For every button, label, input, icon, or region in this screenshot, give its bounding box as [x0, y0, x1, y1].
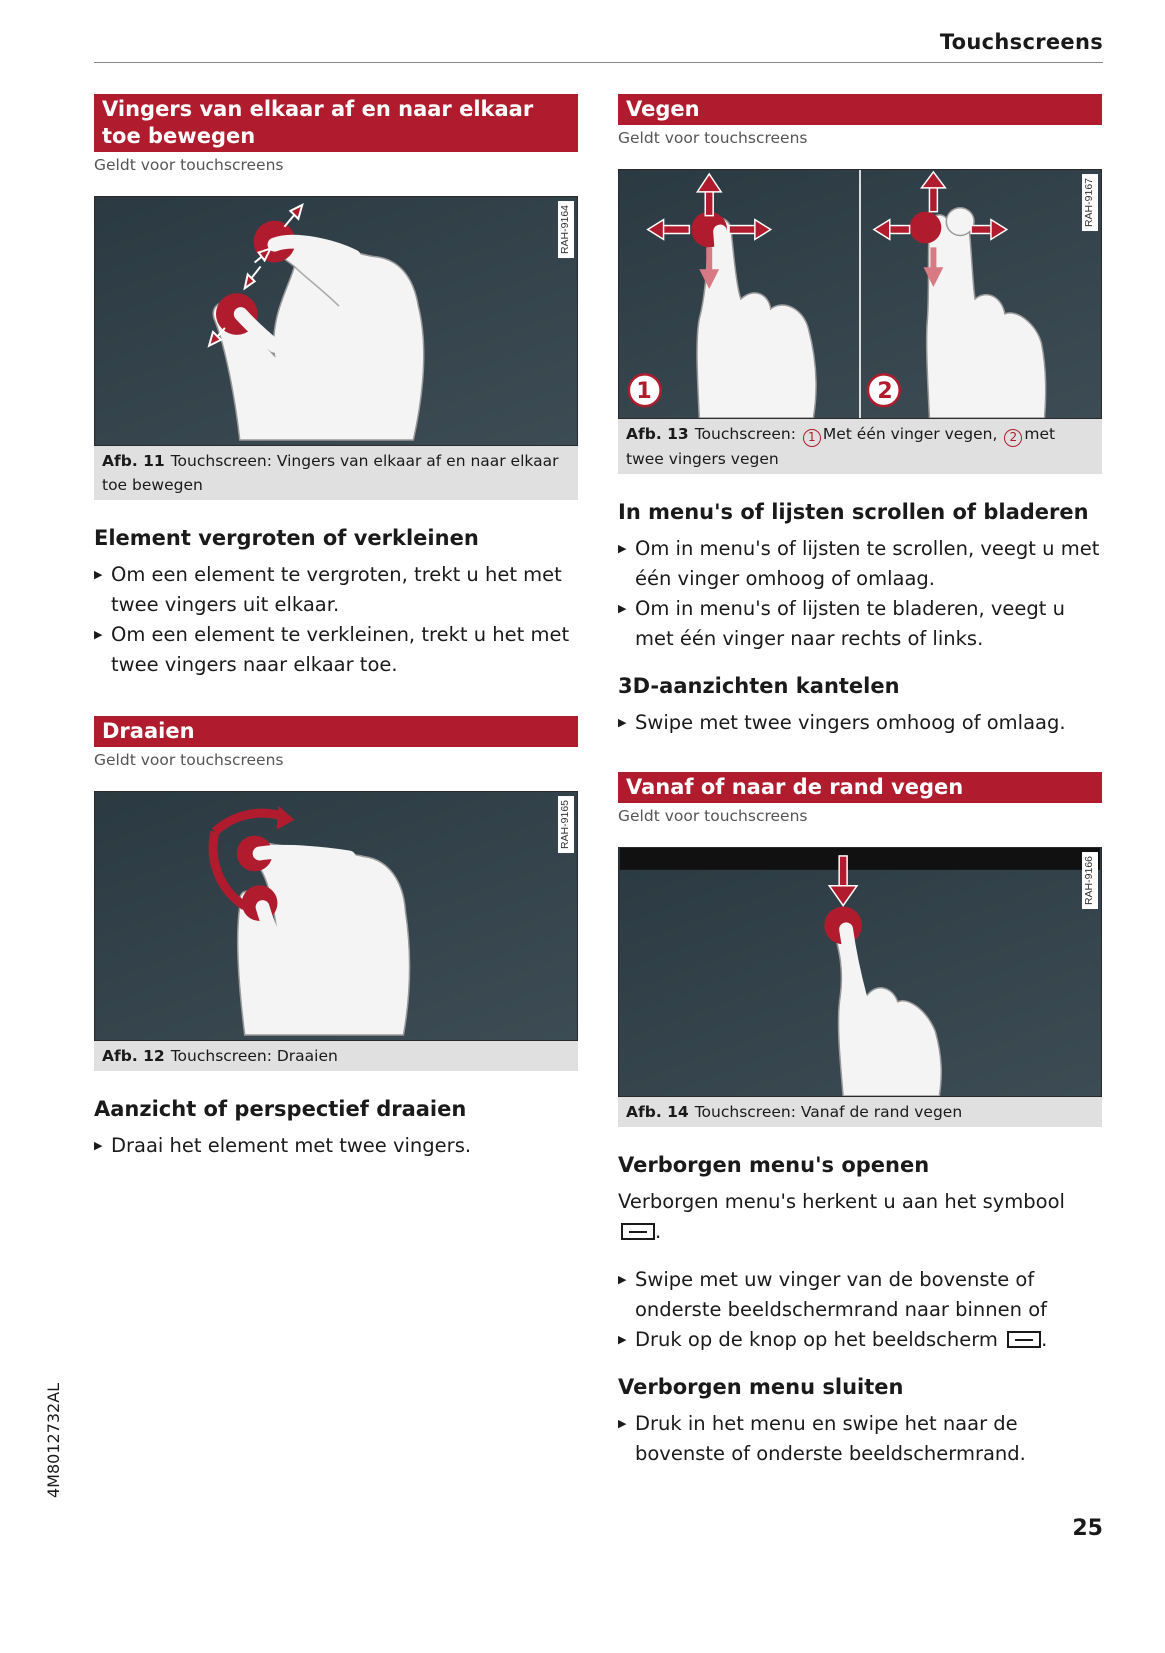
- caption-text: Met één vinger vegen,: [822, 425, 998, 443]
- figure-caption: [94, 446, 578, 500]
- pinch-gesture-illustration: [95, 197, 577, 445]
- figure-caption: [94, 1041, 578, 1071]
- figure-code: RAH-9167: [1082, 174, 1098, 231]
- list-item: ▶ Om in menu's of lijsten te scrollen, veegt u met één vinger omhoog of omlaag.: [618, 534, 1102, 594]
- running-head-title: Touchscreens: [939, 30, 1103, 54]
- marker-1: 1: [636, 379, 652, 404]
- bullet-list: [94, 560, 578, 680]
- caption-text: met twee vingers vegen: [626, 425, 1056, 468]
- caption-label: Afb. 12: [102, 1047, 165, 1065]
- subheading-zoom: Element vergroten of verkleinen: [94, 526, 479, 550]
- section-title-pinch: Vingers van elkaar af en naar elkaar toe bewegen: [94, 94, 578, 152]
- list-item: ▶ Om in menu's of lijsten te bladeren, veegt u met één vinger naar rechts of links.: [618, 594, 1102, 654]
- list-item: ▶ Druk in het menu en swipe het naar de bovenste of onderste beeldschermrand.: [618, 1409, 1102, 1469]
- right-column: [618, 94, 1102, 1469]
- bullet-list: [618, 534, 1102, 654]
- swipe-gesture-illustration: [619, 170, 1101, 418]
- bullet-list: [94, 1131, 578, 1161]
- applies-note: Geldt voor touchscreens: [94, 156, 284, 174]
- caption-label: Afb. 13: [626, 425, 689, 443]
- list-item: ▶ Om een element te verkleinen, trekt u het met twee vingers naar elkaar toe.: [94, 620, 578, 680]
- figure-caption: [618, 419, 1102, 474]
- figure-code: RAH-9166: [1082, 852, 1098, 909]
- list-item: ▶ Om een element te vergroten, trekt u het met twee vingers uit elkaar.: [94, 560, 578, 620]
- section-title-rotate: Draaien: [94, 716, 578, 747]
- page-number: 25: [1072, 1516, 1103, 1541]
- applies-note: Geldt voor touchscreens: [618, 129, 808, 147]
- list-item: ▶ Druk op de knop op het beeldscherm .: [618, 1325, 1102, 1355]
- list-item: ▶ Draai het element met twee vingers.: [94, 1131, 578, 1161]
- figure-code: RAH-9164: [558, 201, 574, 258]
- applies-note: Geldt voor touchscreens: [618, 807, 808, 825]
- figure-pinch: [94, 196, 578, 446]
- subheading-close-menu: Verborgen menu sluiten: [618, 1375, 904, 1399]
- bullet-list: [618, 1409, 1102, 1469]
- menu-symbol-icon: [1007, 1331, 1041, 1348]
- paragraph: Verborgen menu's herkent u aan het symbool .: [618, 1190, 1065, 1243]
- rotate-gesture-illustration: [95, 792, 577, 1040]
- document-code: 4M8012732AL: [44, 1382, 63, 1498]
- caption-text: Touchscreen:: [694, 425, 796, 443]
- list-item: ▶ Swipe met uw vinger van de bovenste of onderste beeldschermrand naar binnen of: [618, 1265, 1102, 1325]
- subheading-rotate: Aanzicht of perspectief draaien: [94, 1097, 467, 1121]
- applies-note: Geldt voor touchscreens: [94, 751, 284, 769]
- marker-1-inline: 1: [803, 429, 821, 447]
- marker-2-inline: 2: [1004, 429, 1022, 447]
- figure-swipe: [618, 169, 1102, 419]
- caption-label: Afb. 11: [102, 452, 165, 470]
- caption-text: Touchscreen: Vingers van elkaar af en naar elkaar toe bewegen: [102, 452, 559, 494]
- list-item: ▶ Swipe met twee vingers omhoog of omlaag.: [618, 708, 1102, 738]
- edge-swipe-illustration: [619, 848, 1101, 1096]
- paragraph-text: Verborgen menu's herkent u aan het symbool: [618, 1190, 1065, 1213]
- caption-label: Afb. 14: [626, 1103, 689, 1121]
- list-item-text: Druk op de knop op het beeldscherm: [635, 1328, 998, 1351]
- section-title-swipe: Vegen: [618, 94, 1102, 125]
- section-title-edge: Vanaf of naar de rand vegen: [618, 772, 1102, 803]
- caption-text: Touchscreen: Draaien: [170, 1047, 338, 1065]
- figure-code: RAH-9165: [558, 796, 574, 853]
- menu-symbol-icon: [621, 1223, 655, 1240]
- figure-edge: [618, 847, 1102, 1097]
- left-column: [94, 94, 578, 1161]
- bullet-list: [618, 708, 1102, 738]
- figure-rotate: [94, 791, 578, 1041]
- marker-2: 2: [877, 379, 893, 404]
- subheading-open-menu: Verborgen menu's openen: [618, 1153, 930, 1177]
- subheading-tilt: 3D-aanzichten kantelen: [618, 674, 900, 698]
- subheading-scroll: In menu's of lijsten scrollen of bladeren: [618, 500, 1089, 524]
- figure-caption: [618, 1097, 1102, 1127]
- bullet-list: [618, 1265, 1102, 1355]
- caption-text: Touchscreen: Vanaf de rand vegen: [694, 1103, 963, 1121]
- header-rule: [94, 62, 1103, 63]
